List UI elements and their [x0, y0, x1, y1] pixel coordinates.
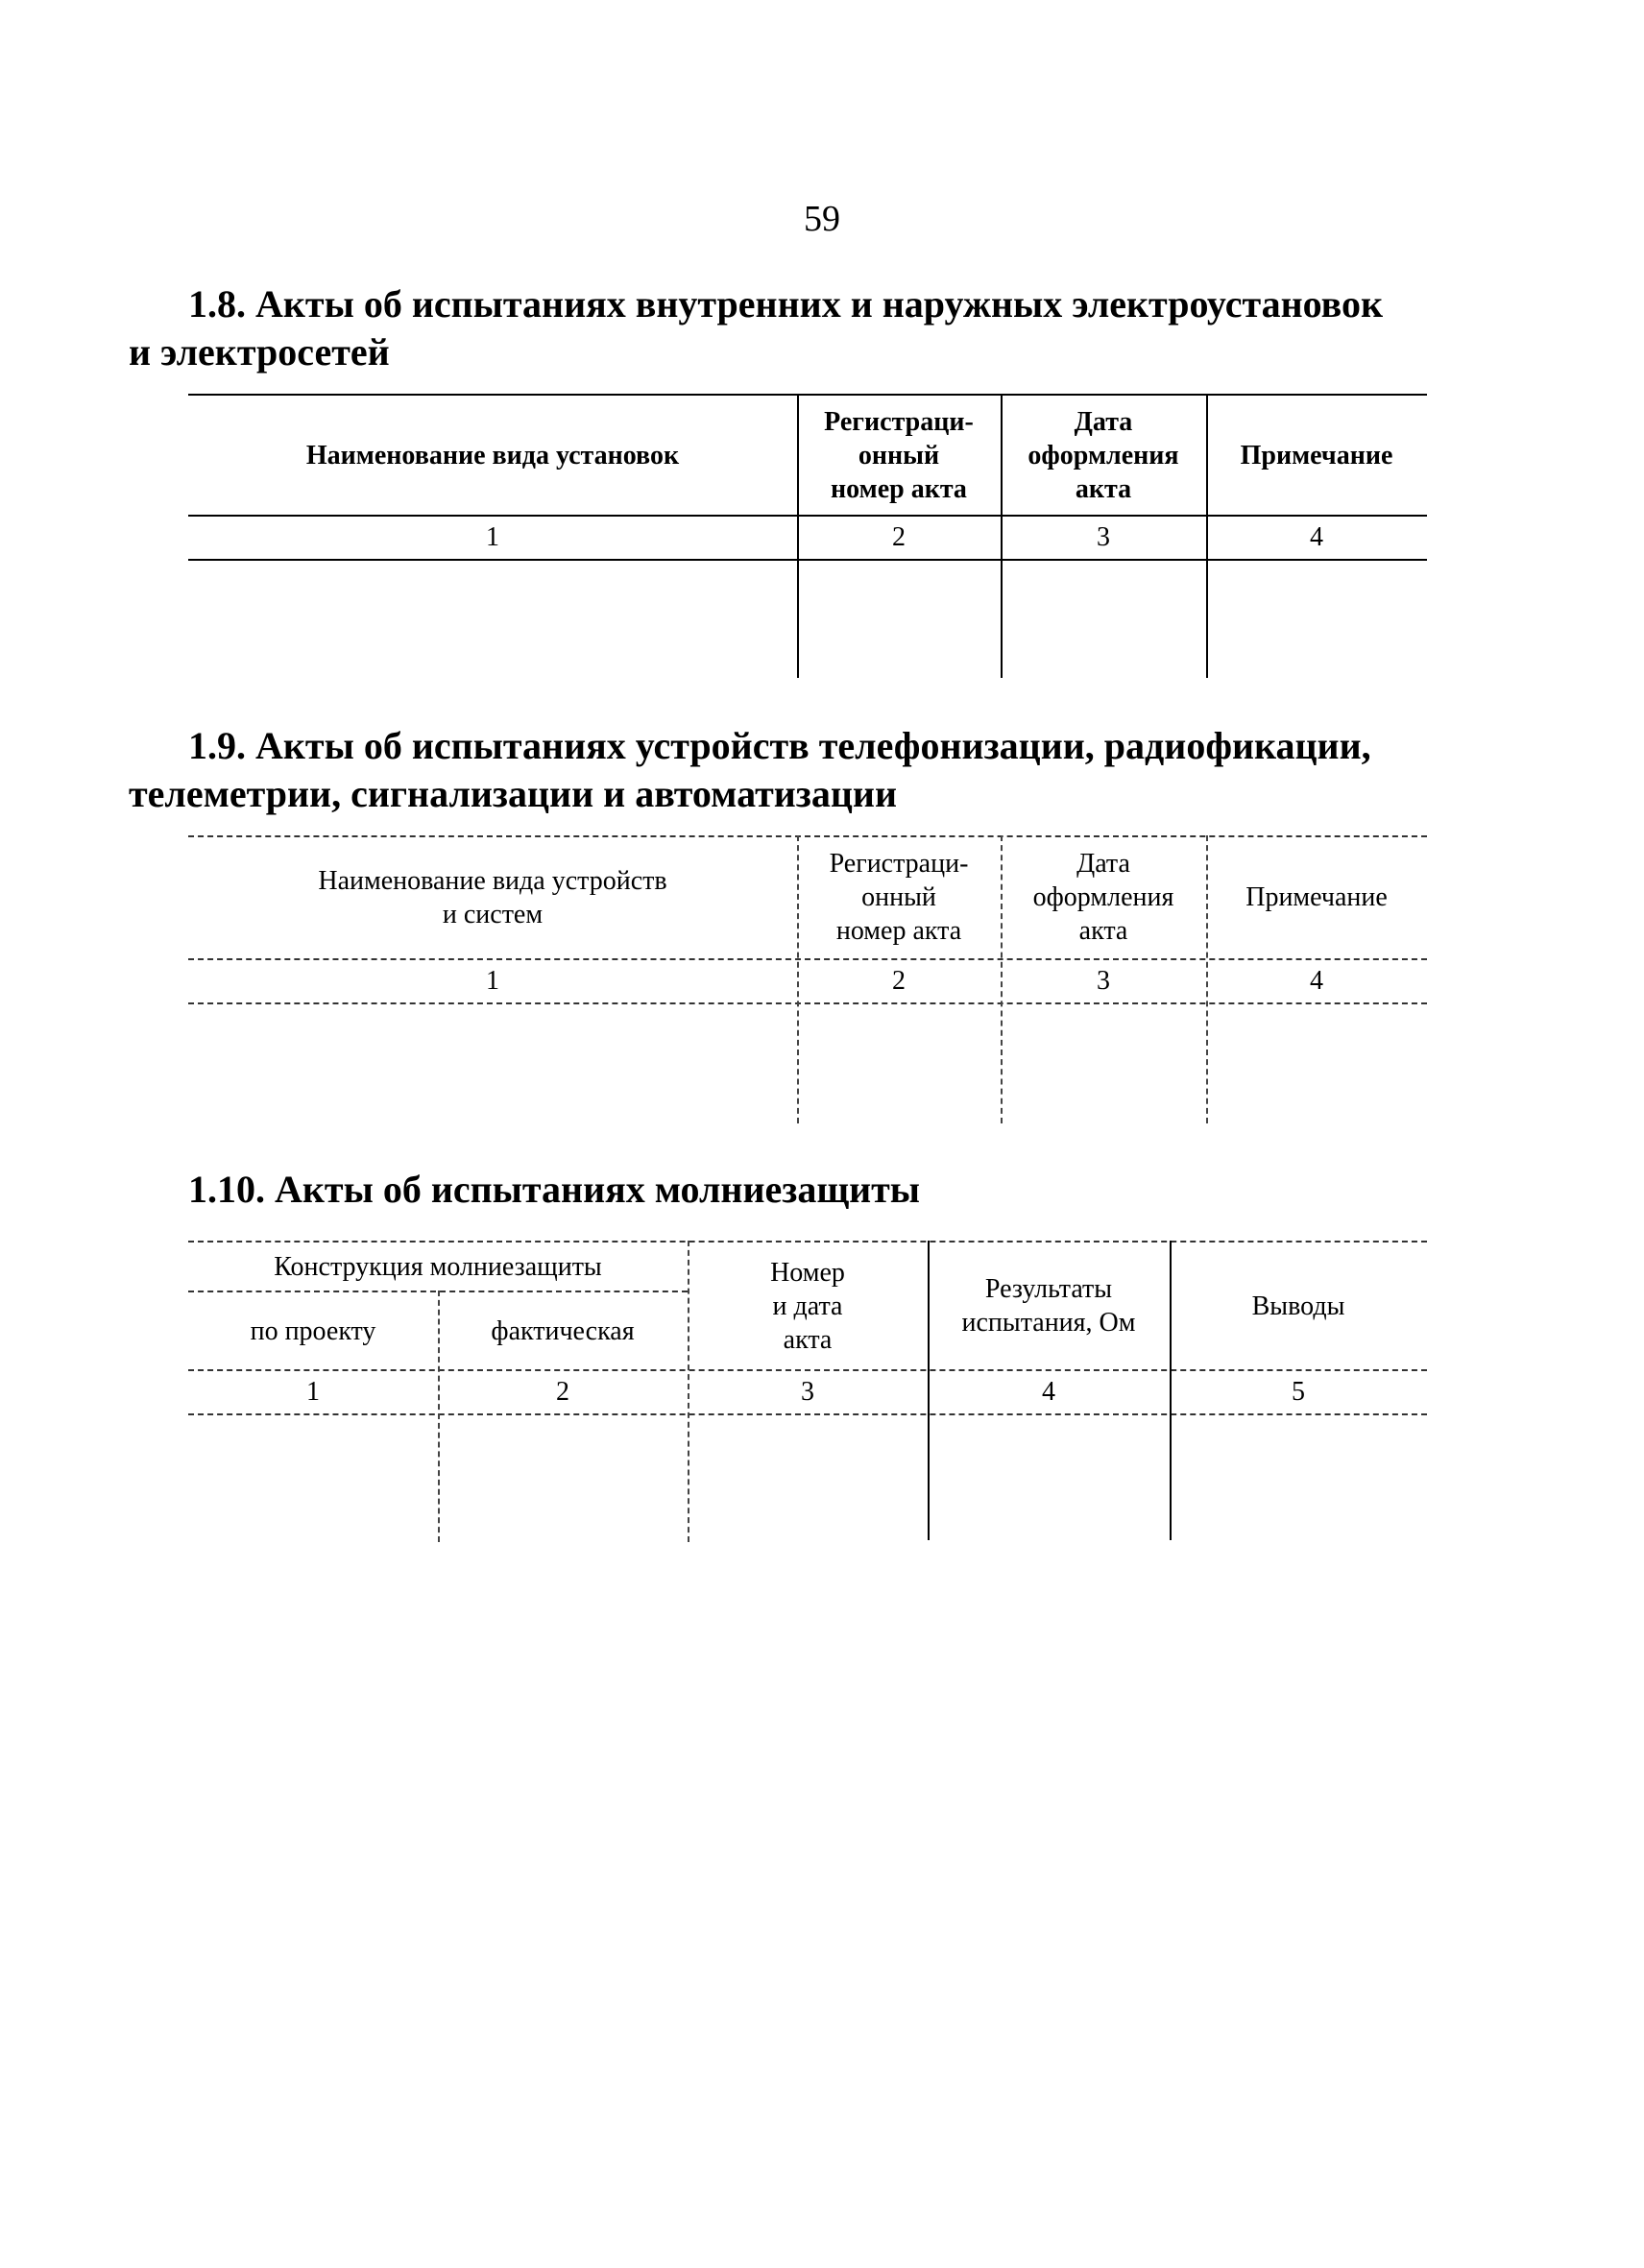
- table-header-border: [188, 1369, 1427, 1371]
- header-actual: фактическая: [491, 1315, 635, 1346]
- table-numbers-border: [188, 559, 1427, 561]
- header-note: Примечание: [1240, 440, 1393, 470]
- section-1-9-title-line2: телеметрии, сигнализации и автоматизации: [129, 772, 897, 815]
- table-numbers-border: [188, 1413, 1427, 1415]
- column-number: 2: [892, 522, 906, 552]
- column-number: 3: [801, 1377, 814, 1407]
- section-1-8-title-line1: 1.8. Акты об испытаниях внутренних и наружных электроустановок: [188, 282, 1384, 326]
- section-1-9-title: [129, 722, 1427, 818]
- column-number: 2: [892, 966, 906, 996]
- table-header-border: [188, 958, 1427, 960]
- header-by-project: по проекту: [250, 1315, 376, 1346]
- header-installation-type: Наименование вида установок: [305, 440, 680, 470]
- column-number: 4: [1310, 522, 1323, 552]
- header-test-results: Результаты испытания, Ом: [961, 1274, 1136, 1338]
- column-number: 4: [1042, 1377, 1055, 1407]
- column-number: 1: [486, 522, 499, 552]
- header-registration-number: Регистраци- онный номер акта: [829, 848, 969, 946]
- section-1-10-title: [188, 1166, 1427, 1214]
- section-1-8-title-line2: и электросетей: [129, 330, 390, 374]
- column-number: 2: [556, 1377, 569, 1407]
- table-1-10: [188, 1239, 1427, 1544]
- header-issue-date: Дата оформления акта: [1028, 406, 1179, 504]
- section-1-9-title-line1: 1.9. Акты об испытаниях устройств телефонизации, радиофикации,: [188, 724, 1371, 767]
- column-number: 1: [306, 1377, 320, 1407]
- header-note: Примечание: [1245, 881, 1388, 912]
- column-number: 1: [486, 966, 499, 996]
- header-registration-number: Регистраци- онный номер акта: [824, 406, 974, 504]
- column-number: 3: [1097, 522, 1110, 552]
- column-number: 3: [1097, 966, 1110, 996]
- section-1-8-title: [129, 280, 1427, 376]
- column-number: 4: [1310, 966, 1323, 996]
- header-device-type: Наименование вида устройств и систем: [318, 866, 667, 929]
- section-1-10-title-line1: 1.10. Акты об испытаниях молниезащиты: [188, 1168, 921, 1211]
- table-1-8: [188, 392, 1427, 682]
- header-lightning-construction: Конструкция молниезащиты: [274, 1251, 602, 1282]
- table-numbers-border: [188, 1002, 1427, 1004]
- column-number: 5: [1292, 1377, 1305, 1407]
- header-conclusions: Выводы: [1251, 1291, 1345, 1321]
- header-issue-date: Дата оформления акта: [1032, 848, 1174, 946]
- table-1-9: [188, 833, 1427, 1125]
- table-header-border: [188, 515, 1427, 517]
- header-act-number-date: Номер и дата акта: [770, 1257, 845, 1355]
- page-number: 59: [804, 199, 840, 239]
